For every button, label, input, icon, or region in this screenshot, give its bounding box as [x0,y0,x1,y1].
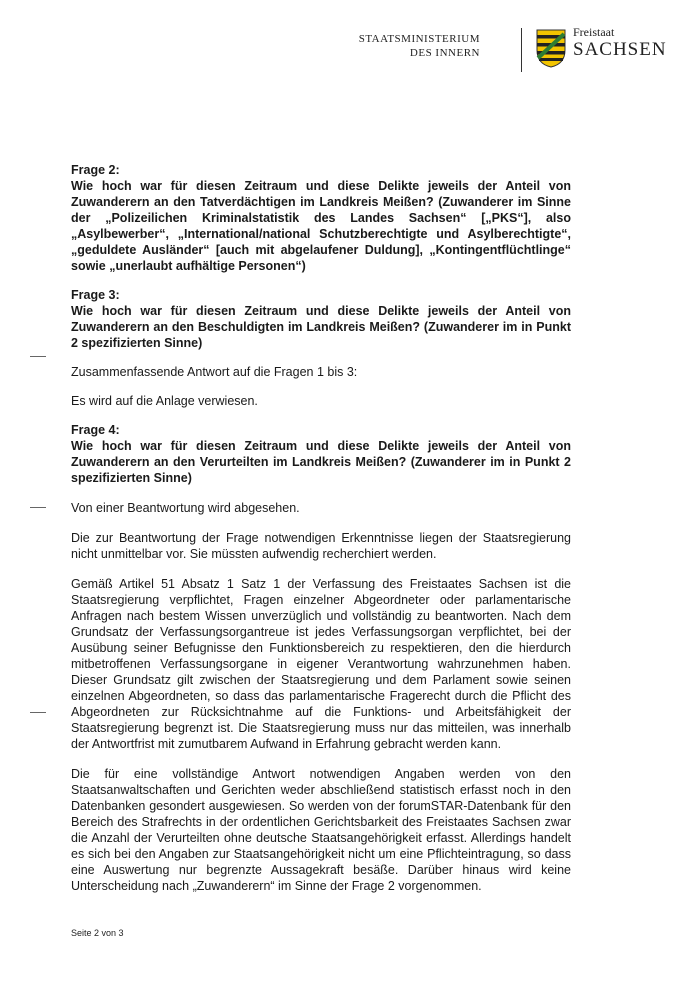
answer-4-paragraph-2: Die zur Beantwortung der Frage notwendigen Erkenntnisse liegen der Staatsregierung nicht unmittelbar vor. Sie müssten aufwendig recherchiert werden. [71,531,571,561]
margin-mark [30,507,46,508]
answer-4-paragraph-4: Die für eine vollständige Antwort notwendigen Angaben werden von den Staatsanwaltschaften und Gerichten weder abschließend statistisch erfasst noch in den Datenbanken gesondert ausgewiesen. So werden von der forumSTAR-Datenbank für den Bereich des Strafrechts in der ordentlichen Gerichtsbarkeit des Freistaates Sachsen zwar die Anzahl der Verurteilten ohne deutsche Staatsangehörigkeit erfasst. Allerdings handelt es sich bei den Angaben zur Staatsangehörigkeit nicht um eine Pflichteintragung, so dass eine Auswertung nur begrenzte Aussagekraft besäße. Darüber hinaus wird keine Unterscheidung nach „Zuwanderern“ im Sinne der Frage 2 vorgenommen. [71,767,571,893]
question-3-title: Frage 3: [71,288,120,302]
state-name [573,26,667,61]
question-4-text: Wie hoch war für diesen Zeitraum und diese Delikte jeweils der Anteil von Zuwanderern an den Verurteilten im Landkreis Meißen? (Zuwanderer im in Punkt 2 spezifizierten Sinne) [71,439,571,485]
answer-4-paragraph-3: Gemäß Artikel 51 Absatz 1 Satz 1 der Verfassung des Freistaates Sachsen ist die Staatsregierung verpflichtet, Fragen einzelner Abgeordneter oder parlamentarische Anfragen nach bestem Wissen unverzüglich und vollständig zu beantworten. Nach dem Grundsatz der Verfassungsorgantreue ist jedes Verfassungsorgan verpflichtet, bei der Ausübung seiner Befugnisse den Funktionsbereich zu respektieren, den die hierdurch mitbetroffenen Verfassungsorgane in eigener Verantwortung wahrzunehmen haben. Dieser Grundsatz gilt zwischen der Staatsregierung und dem Parlament sowie seinen einzelnen Abgeordneten, so dass das parlamentarische Fragerecht durch die Pflicht des Abgeordneten zur Rücksichtnahme auf die Funktions- und Arbeitsfähigkeit der Staatsregierung begrenzt ist. Die Staatsregierung muss nur das mitteilen, was innerhalb der Antwortfrist mit zumutbarem Aufwand in Erfahrung gebracht werden kann. [71,577,571,751]
state-large: SACHSEN [573,39,667,60]
page-number: Seite 2 von 3 [71,928,124,938]
answer-text: Es wird auf die Anlage verwiesen. [71,394,258,408]
saxony-coat-of-arms-icon [535,28,567,68]
answer-intro: Zusammenfassende Antwort auf die Fragen 1 bis 3: [71,365,358,379]
ministry-line-1: STAATSMINISTERIUM [358,33,480,45]
state-small: Freistaat [573,25,615,39]
letterhead [358,25,670,78]
question-2-text: Wie hoch war für diesen Zeitraum und diese Delikte jeweils der Anteil von Zuwanderern an den Tatverdächtigen im Landkreis Meißen? (Zuwanderer im Sinne der „Polizeilichen Kriminalstatistik des Landes Sachsen“ [„PKS“], also „Asylbewerber“, „International/national Schutzberechtigte und Asylberechtigte“, „geduldete Ausländer“ [auch mit abgelaufener Duldung], „Kontingentflüchtlinge“ sowie „unerlaubt aufhältige Personen“) [71,179,571,273]
margin-mark [30,356,46,357]
header-divider [521,28,522,72]
ministry-line-2: DES INNERN [409,47,480,59]
answer-4-paragraph-1: Von einer Beantwortung wird abgesehen. [71,501,300,515]
question-4-title: Frage 4: [71,423,120,437]
document-body [71,162,571,894]
margin-mark [30,712,46,713]
question-2-title: Frage 2: [71,163,120,177]
ministry-name [359,32,480,60]
question-3-text: Wie hoch war für diesen Zeitraum und diese Delikte jeweils der Anteil von Zuwanderern an den Beschuldigten im Landkreis Meißen? (Zuwanderer im in Punkt 2 spezifizierten Sinne) [71,304,571,350]
